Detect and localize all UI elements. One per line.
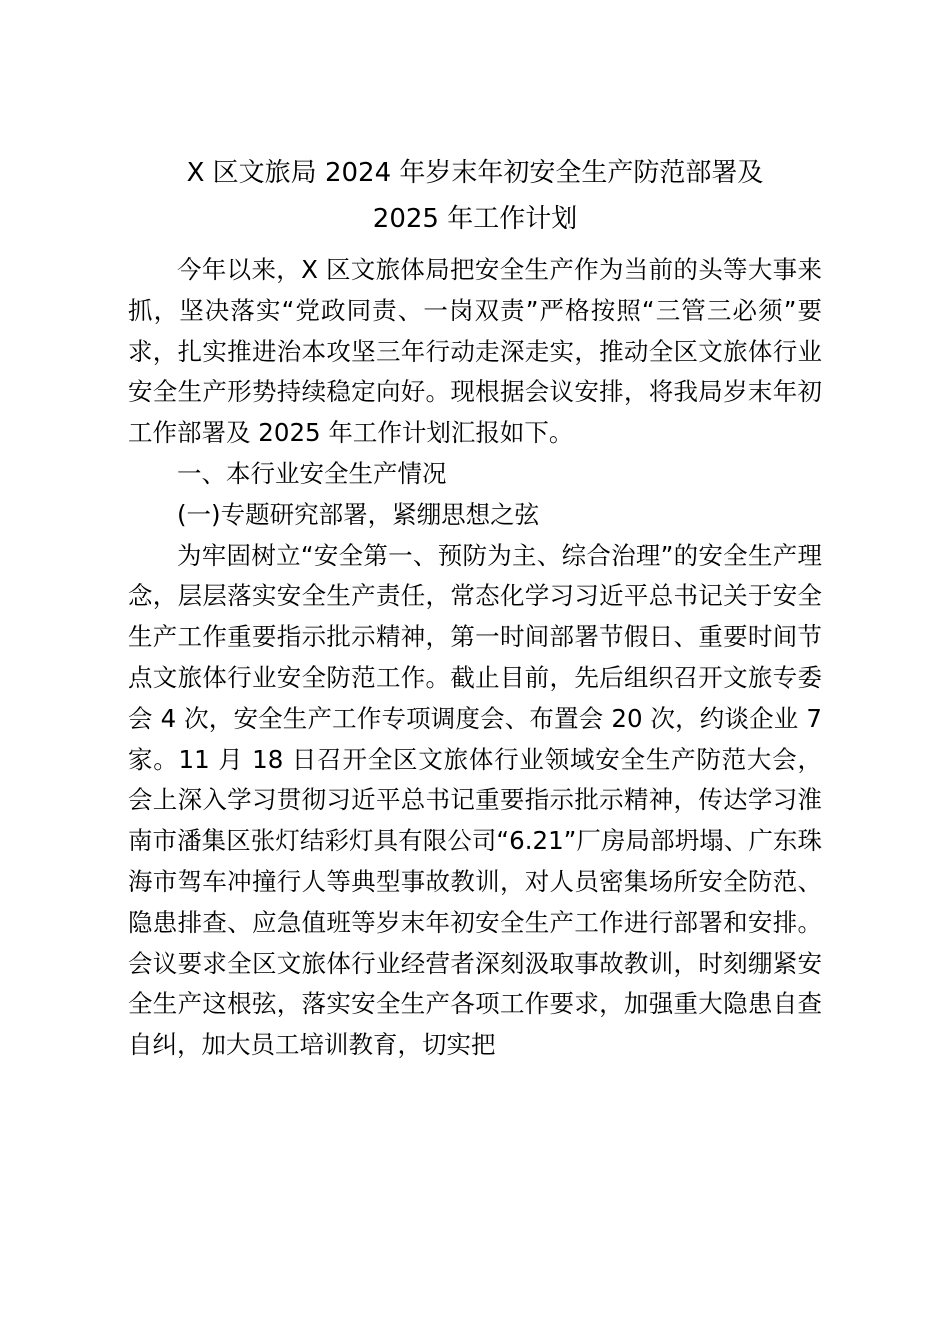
section-heading: 一、本行业安全生产情况 [177,458,447,488]
title-line-2: 2025 年工作计划 [372,204,578,234]
intro-paragraph: 今年以来，X 区文旅体局把安全生产作为当前的头等大事来抓，坚决落实“党政同责、一岗双责”严格按照“三管三必须”要求，扎实推进治本攻坚三年行动走深走实，推动全区文旅体行业安全生产形势持续稳定向好。现根据会议安排，将我局岁末年初工作部署及 2025 年工作计划汇报如下。 [128,255,822,448]
document-page [128,150,822,1066]
document-body [128,250,822,1066]
title-line-1: X 区文旅局 2024 年岁末年初安全生产防范部署及 [186,158,764,188]
subsection-paragraph: 为牢固树立“安全第一、预防为主、综合治理”的安全生产理念，层层落实安全生产责任，常态化学习习近平总书记关于安全生产工作重要指示批示精神，第一时间部署节假日、重要时间节点文旅体行业安全防范工作。截止目前，先后组织召开文旅专委会 4 次，安全生产工作专项调度会、布置会 20 次，约谈企业 7 家。11 月 18 日召开全区文旅体行业领域安全生产防范大会，会上深入学习贯彻习近平总书记重要指示批示精神，传达学习淮南市潘集区张灯结彩灯具有限公司“6.21”厂房局部坍塌、广东珠海市驾车冲撞行人等典型事故教训，对人员密集场所安全防范、隐患排查、应急值班等岁末年初安全生产工作进行部署和安排。会议要求全区文旅体行业经营者深刻汲取事故教训，时刻绷紧安全生产这根弦，落实安全生产各项工作要求，加强重大隐患自查自纠，加大员工培训教育，切实把 [128,540,822,1060]
document-title [128,150,822,242]
subsection-heading: (一)专题研究部署，紧绷思想之弦 [177,499,540,529]
